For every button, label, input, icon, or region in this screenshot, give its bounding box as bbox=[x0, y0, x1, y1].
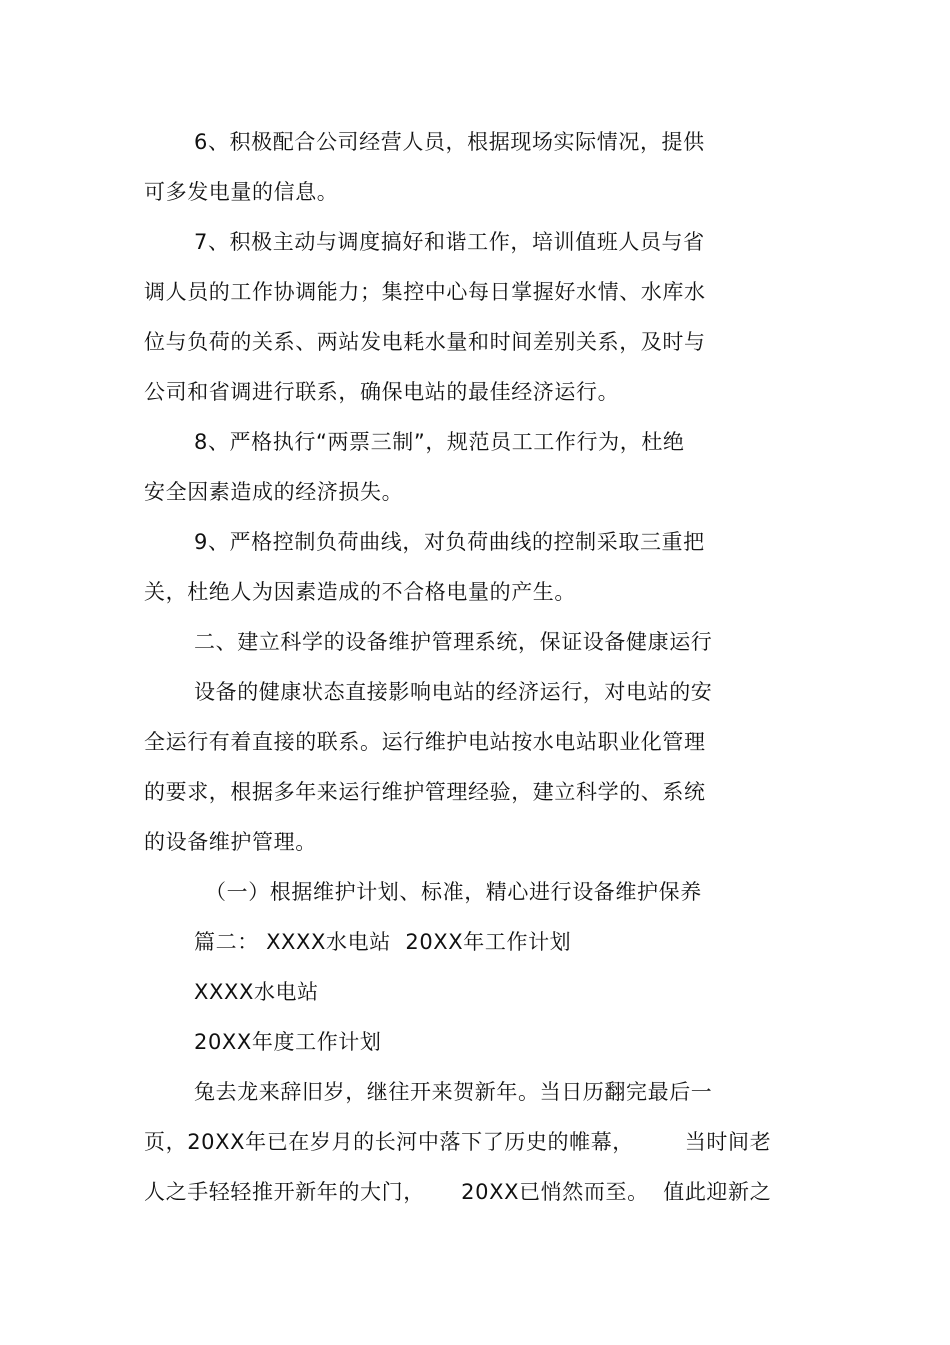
paragraph-line: 的要求，根据多年来运行维护管理经验，建立科学的、系统 bbox=[144, 780, 706, 804]
station-name: XXXX水电站 bbox=[194, 980, 319, 1004]
paragraph-line: 设备的健康状态直接影响电站的经济运行，对电站的安 bbox=[194, 680, 713, 704]
section-heading: 二、建立科学的设备维护管理系统，保证设备健康运行 bbox=[194, 630, 713, 654]
paragraph-line: 7、积极主动与调度搞好和谐工作，培训值班人员与省 bbox=[194, 230, 705, 254]
subsection-heading: （一）根据维护计划、标准，精心进行设备维护保养 bbox=[205, 880, 702, 904]
paragraph-line: 公司和省调进行联系，确保电站的最佳经济运行。 bbox=[144, 380, 620, 404]
paragraph-line: 安全因素造成的经济损失。 bbox=[144, 480, 404, 504]
chapter-title: 篇二： XXXX水电站 20XX年工作计划 bbox=[194, 930, 572, 954]
paragraph-line: 的设备维护管理。 bbox=[144, 830, 317, 854]
paragraph-line: 9、严格控制负荷曲线，对负荷曲线的控制采取三重把 bbox=[194, 530, 705, 554]
paragraph-line: 6、积极配合公司经营人员，根据现场实际情况，提供 bbox=[194, 130, 705, 154]
paragraph-line: 可多发电量的信息。 bbox=[144, 180, 339, 204]
paragraph-line: 人之手轻轻推开新年的大门， 20XX已悄然而至。 值此迎新之 bbox=[144, 1180, 772, 1204]
paragraph-line: 位与负荷的关系、两站发电耗水量和时间差别关系，及时与 bbox=[144, 330, 706, 354]
paragraph-line: 调人员的工作协调能力；集控中心每日掌握好水情、水库水 bbox=[144, 280, 706, 304]
paragraph-line: 兔去龙来辞旧岁，继往开来贺新年。当日历翻完最后一 bbox=[194, 1080, 713, 1104]
paragraph-line: 8、严格执行“两票三制”，规范员工工作行为，杜绝 bbox=[194, 430, 685, 454]
paragraph-line: 关，杜绝人为因素造成的不合格电量的产生。 bbox=[144, 580, 576, 604]
paragraph-line: 全运行有着直接的联系。运行维护电站按水电站职业化管理 bbox=[144, 730, 706, 754]
paragraph-line: 页，20XX年已在岁月的长河中落下了历史的帷幕， 当时间老 bbox=[144, 1130, 772, 1154]
plan-title: 20XX年度工作计划 bbox=[194, 1030, 382, 1054]
